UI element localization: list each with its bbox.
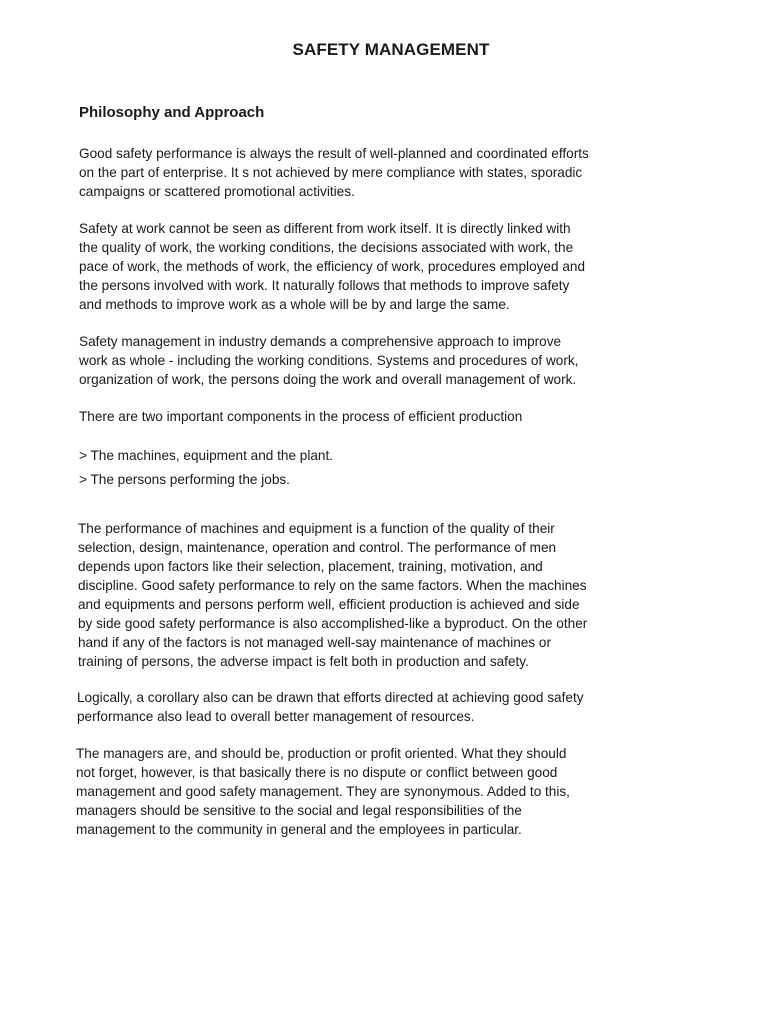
paragraph-performance	[78, 519, 638, 671]
paragraph-line: There are two important components in the process of efficient production	[79, 409, 523, 424]
paragraph-line: Logically, a corollary also can be drawn that efforts directed at achieving good safety	[77, 690, 584, 705]
paragraph-line: The managers are, and should be, production or profit oriented. What they should	[76, 746, 567, 761]
paragraph-line: pace of work, the methods of work, the efficiency of work, procedures employed and	[79, 259, 586, 274]
paragraph-line: > The persons performing the jobs.	[79, 472, 290, 487]
paragraph-line: The performance of machines and equipment is a function of the quality of their	[78, 521, 555, 536]
paragraph-line: work as whole - including the working conditions. Systems and procedures of work,	[79, 353, 579, 368]
paragraph-line: the quality of work, the working conditions, the decisions associated with work, the	[79, 240, 574, 255]
paragraph-line: training of persons, the adverse impact is felt both in production and safety.	[78, 654, 529, 669]
list-item-persons	[79, 470, 639, 489]
section-heading: Philosophy and Approach	[79, 104, 265, 121]
paragraph-corollary	[77, 688, 637, 726]
paragraph-line: management to the community in general and the employees in particular.	[76, 822, 522, 837]
paragraph-line: Safety management in industry demands a comprehensive approach to improve	[79, 334, 562, 349]
paragraph-line: Safety at work cannot be seen as different from work itself. It is directly linked with	[79, 221, 571, 236]
paragraph-line: > The machines, equipment and the plant.	[79, 448, 334, 463]
paragraph-components-intro	[79, 407, 639, 426]
paragraph-managers	[76, 744, 636, 839]
paragraph-safety-at-work	[79, 219, 639, 314]
paragraph-line: by side good safety performance is also accomplished-like a byproduct. On the other	[78, 616, 588, 631]
paragraph-line: selection, design, maintenance, operation and control. The performance of men	[78, 540, 557, 555]
paragraph-line: performance also lead to overall better management of resources.	[77, 709, 475, 724]
list-item-machines	[79, 446, 639, 465]
paragraph-line: depends upon factors like their selection, placement, training, motivation, and	[78, 559, 543, 574]
document-title: SAFETY MANAGEMENT	[292, 40, 490, 59]
paragraph-line: hand if any of the factors is not managed well-say maintenance of machines or	[78, 635, 552, 650]
paragraph-line: Good safety performance is always the result of well-planned and coordinated efforts	[79, 146, 589, 161]
paragraph-line: not forget, however, is that basically there is no dispute or conflict between good	[76, 765, 558, 780]
paragraph-line: on the part of enterprise. It s not achieved by mere compliance with states, sporadic	[79, 165, 583, 180]
paragraph-line: campaigns or scattered promotional activities.	[79, 184, 355, 199]
paragraph-line: organization of work, the persons doing the work and overall management of work.	[79, 372, 577, 387]
paragraph-line: and equipments and persons perform well, efficient production is achieved and side	[78, 597, 580, 612]
paragraph-line: the persons involved with work. It naturally follows that methods to improve safety	[79, 278, 570, 293]
paragraph-line: managers should be sensitive to the social and legal responsibilities of the	[76, 803, 522, 818]
paragraph-intro	[79, 144, 639, 201]
paragraph-safety-management	[79, 332, 639, 389]
paragraph-line: and methods to improve work as a whole will be by and large the same.	[79, 297, 510, 312]
paragraph-line: management and good safety management. They are synonymous. Added to this,	[76, 784, 570, 799]
paragraph-line: discipline. Good safety performance to rely on the same factors. When the machines	[78, 578, 587, 593]
